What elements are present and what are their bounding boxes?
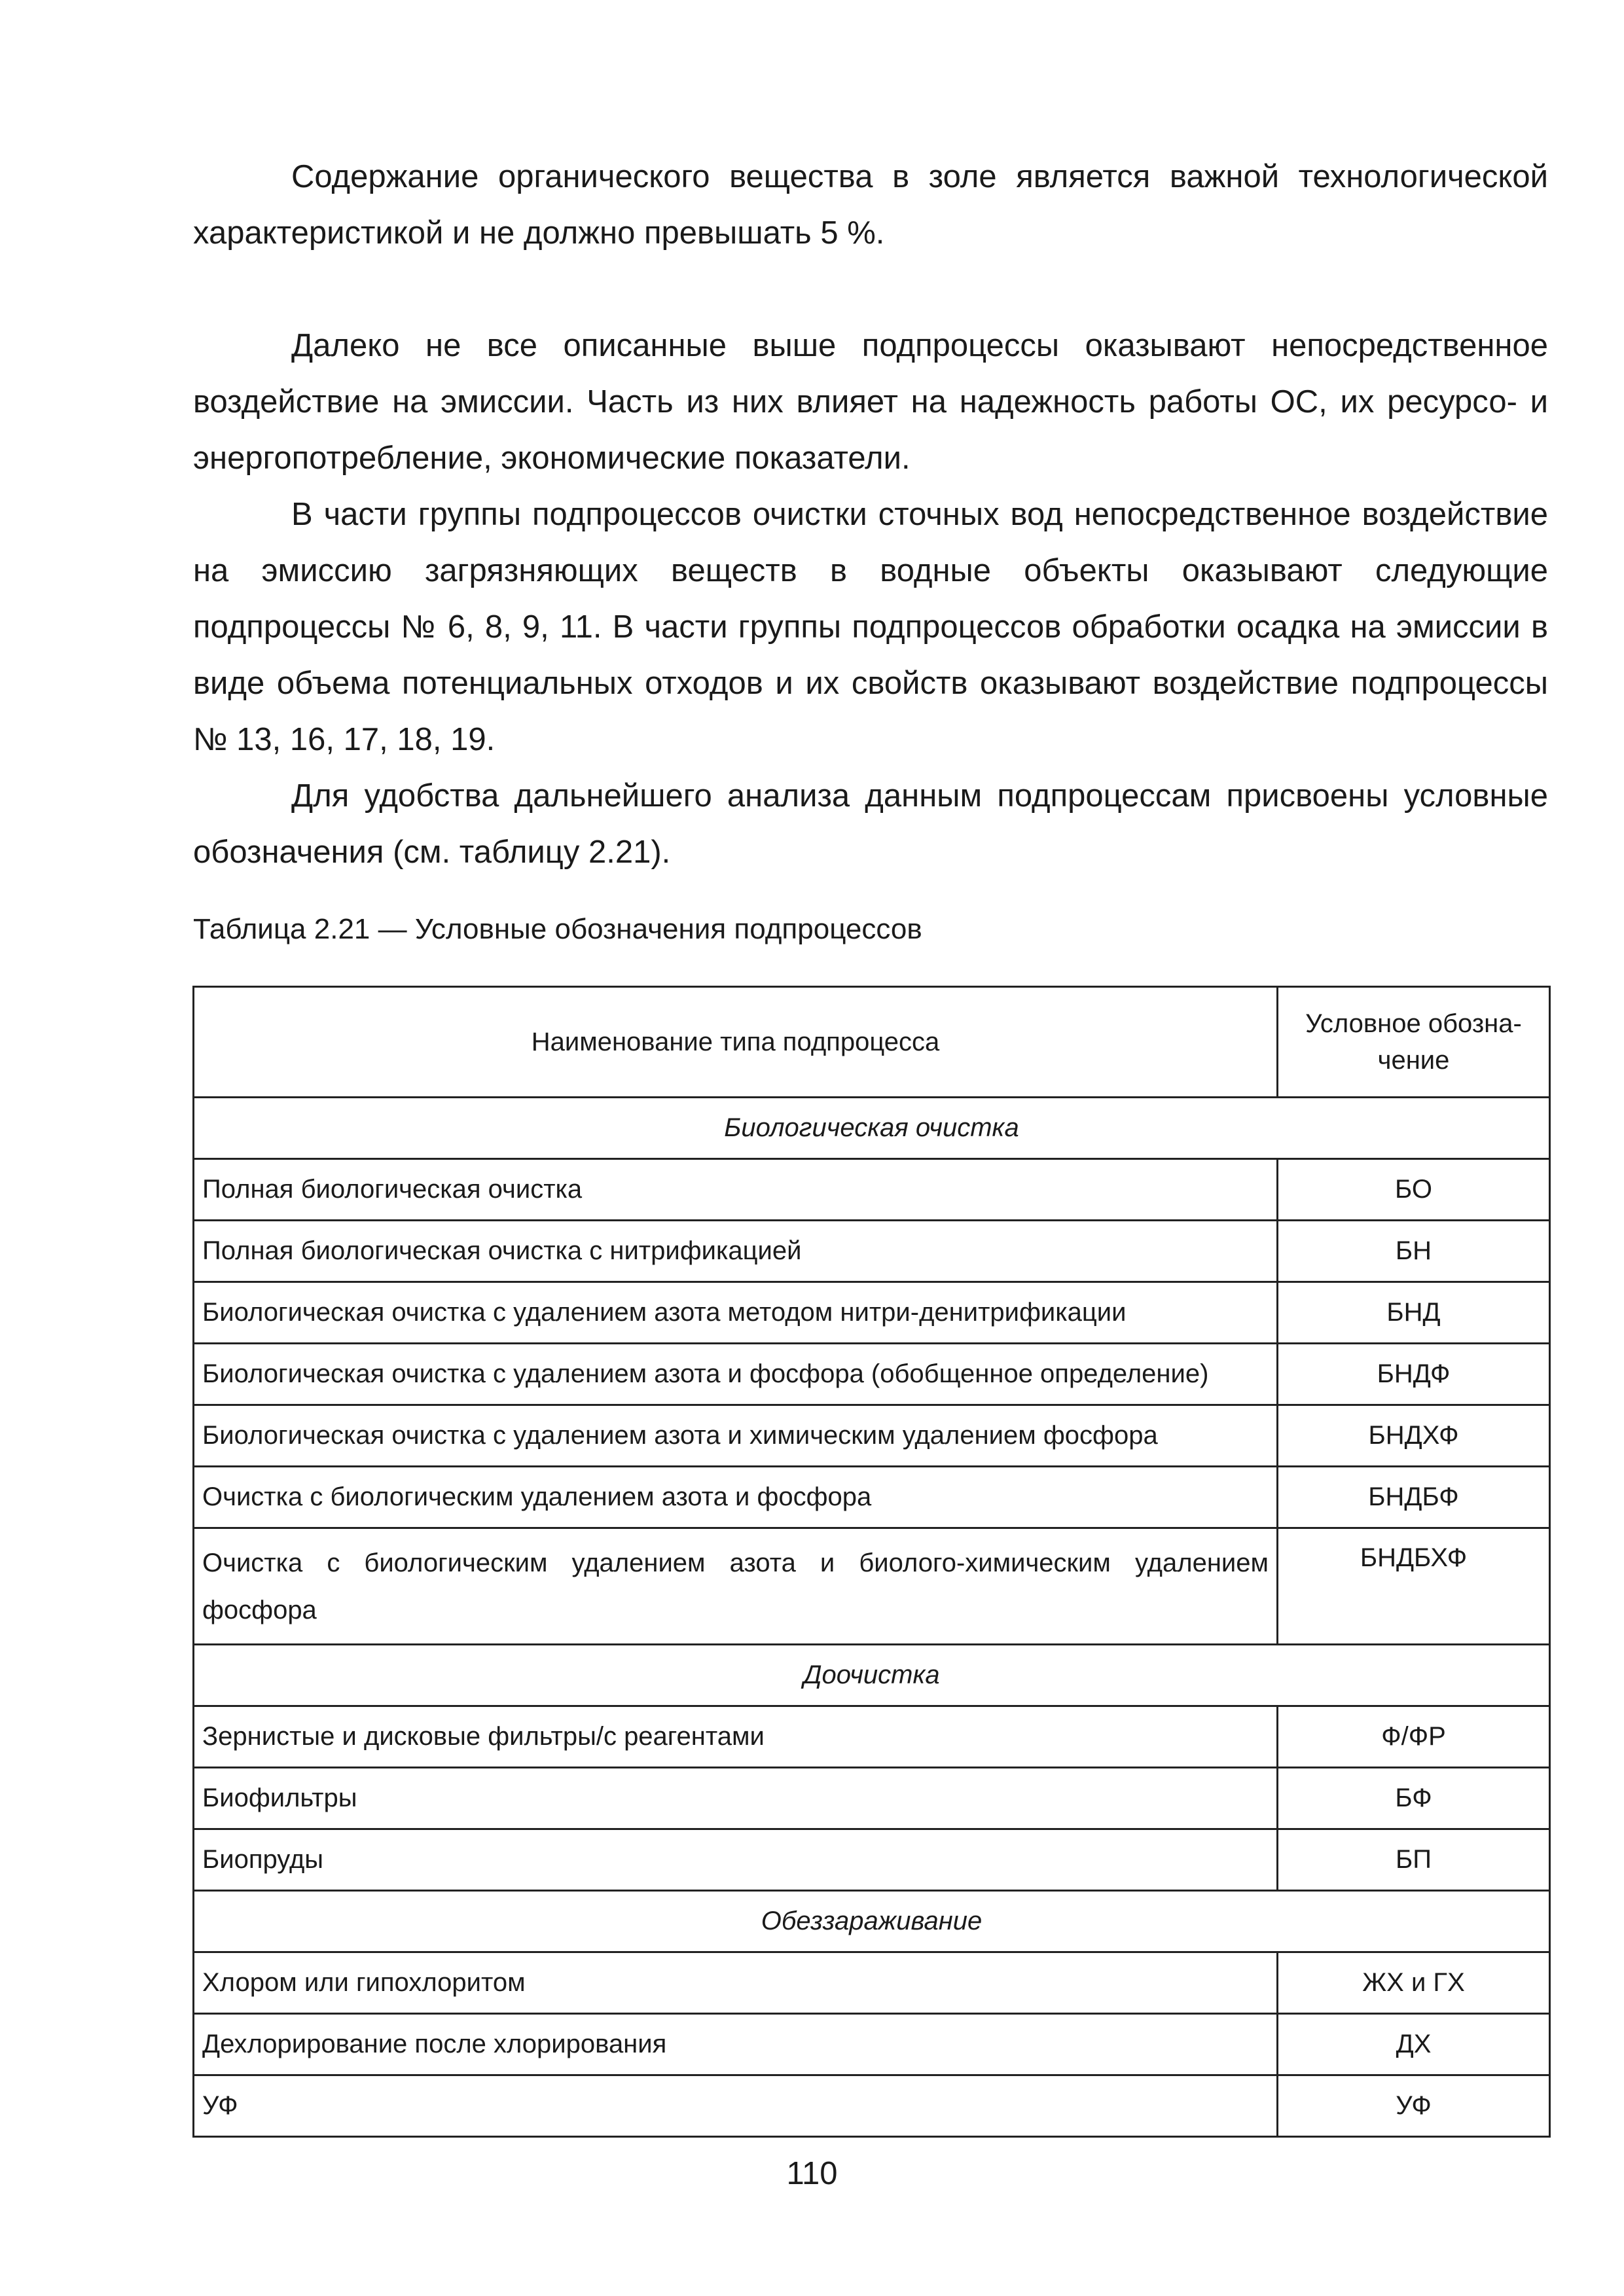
table-row (194, 1405, 1550, 1467)
table-row (194, 1829, 1550, 1891)
table-row (194, 1706, 1550, 1768)
header-name: Наименование типа подпроцесса (194, 987, 1278, 1098)
row-code: БНД (1278, 1282, 1550, 1344)
row-name: Биологическая очистка с удалением азота методом нитри-денитрификации (194, 1282, 1278, 1344)
table-header-row (194, 987, 1550, 1098)
row-code: ДХ (1278, 2014, 1550, 2075)
table-row (194, 1952, 1550, 2014)
row-code: БП (1278, 1829, 1550, 1891)
table-row (194, 1768, 1550, 1829)
row-code: БН (1278, 1221, 1550, 1282)
paragraph-designations-intro: Для удобства дальнейшего анализа данным подпроцессам присвоены условные обозначения (см. таблицу 2.21). (193, 778, 1548, 870)
section-row (194, 1645, 1550, 1706)
row-code: БНДБХФ (1278, 1528, 1550, 1645)
table-row (194, 1528, 1550, 1645)
paragraph-subprocess-groups: В части группы подпроцессов очистки сточных вод непосредственное воздействие на эмиссию загрязняющих веществ в водные объекты оказывают следующие подпроцессы № 6, 8, 9, 11. В части группы подпроцессов обработки осадка на эмиссии в виде объема потенциальных отходов и их свойств оказывают воздействие подпроцессы № 13, 16, 17, 18, 19. (193, 497, 1548, 757)
row-code: Ф/ФР (1278, 1706, 1550, 1768)
body-text (193, 149, 1548, 880)
row-code: БНДБФ (1278, 1467, 1550, 1528)
table-row (194, 1159, 1550, 1221)
table-row (194, 1282, 1550, 1344)
row-name: Биофильтры (194, 1768, 1278, 1829)
row-name: Биологическая очистка с удалением азота и фосфора (обобщенное определение) (194, 1344, 1278, 1405)
section-row (194, 1891, 1550, 1952)
section-title-biological: Биологическая очистка (194, 1098, 1550, 1159)
subprocess-designations-table (192, 986, 1551, 2138)
table-row (194, 1344, 1550, 1405)
row-code: БО (1278, 1159, 1550, 1221)
paragraph-ash-organic: Содержание органического вещества в золе является важной технологической характеристикой и не должно превышать 5 %. (193, 159, 1548, 251)
row-name: Очистка с биологическим удалением азота и фосфора (194, 1467, 1278, 1528)
row-name: УФ (194, 2075, 1278, 2137)
page-number: 110 (786, 2156, 838, 2191)
row-name: Полная биологическая очистка (194, 1159, 1278, 1221)
row-name: Полная биологическая очистка с нитрификацией (194, 1221, 1278, 1282)
section-title-disinfection: Обеззараживание (194, 1891, 1550, 1952)
paragraph-emissions-impact: Далеко не все описанные выше подпроцессы оказывают непосредственное воздействие на эмиссии. Часть из них влияет на надежность работы ОС, их ресурсо- и энергопотребление, экономические показатели. (193, 328, 1548, 476)
row-name: Очистка с биологическим удалением азота и биолого-химическим удалением фосфора (194, 1528, 1278, 1645)
row-code: ЖХ и ГХ (1278, 1952, 1550, 2014)
row-name: Зернистые и дисковые фильтры/с реагентами (194, 1706, 1278, 1768)
header-code: Условное обозна- чение (1278, 987, 1550, 1098)
table-row (194, 2014, 1550, 2075)
table-row (194, 2075, 1550, 2137)
table-row (194, 1467, 1550, 1528)
table-caption: Таблица 2.21 — Условные обозначения подпроцессов (193, 913, 922, 945)
row-name: Биологическая очистка с удалением азота и химическим удалением фосфора (194, 1405, 1278, 1467)
row-name: Хлором или гипохлоритом (194, 1952, 1278, 2014)
row-code: УФ (1278, 2075, 1550, 2137)
row-code: БФ (1278, 1768, 1550, 1829)
row-code: БНДХФ (1278, 1405, 1550, 1467)
row-name: Биопруды (194, 1829, 1278, 1891)
row-name: Дехлорирование после хлорирования (194, 2014, 1278, 2075)
table-row (194, 1221, 1550, 1282)
section-title-post-treatment: Доочистка (194, 1645, 1550, 1706)
section-row (194, 1098, 1550, 1159)
row-code: БНДФ (1278, 1344, 1550, 1405)
